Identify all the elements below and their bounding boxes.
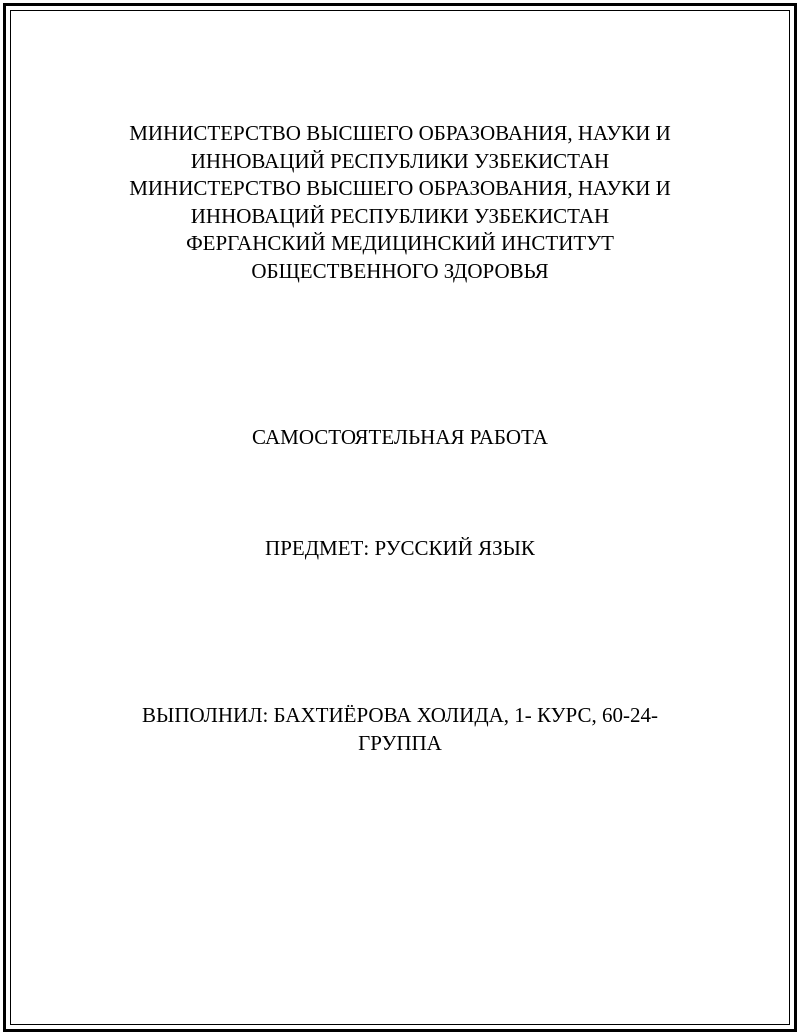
institute-line-2: ОБЩЕСТВЕННОГО ЗДОРОВЬЯ xyxy=(251,259,549,283)
ministry-line-1: МИНИСТЕРСТВО ВЫСШЕГО ОБРАЗОВАНИЯ, НАУКИ И xyxy=(129,121,671,145)
work-type: САМОСТОЯТЕЛЬНАЯ РАБОТА xyxy=(252,425,548,449)
author-line-2: ГРУППА xyxy=(358,731,442,755)
ministry-line-2: ИННОВАЦИЙ РЕСПУБЛИКИ УЗБЕКИСТАН xyxy=(190,149,610,173)
subject: ПРЕДМЕТ: РУССКИЙ ЯЗЫК xyxy=(265,536,535,560)
institute-line-1: ФЕРГАНСКИЙ МЕДИЦИНСКИЙ ИНСТИТУТ xyxy=(186,231,614,255)
author-line-1: ВЫПОЛНИЛ: БАХТИЁРОВА ХОЛИДА, 1- КУРС, 60-24- xyxy=(142,703,658,727)
ministry-line-3: МИНИСТЕРСТВО ВЫСШЕГО ОБРАЗОВАНИЯ, НАУКИ И xyxy=(129,176,671,200)
ministry-line-4: ИННОВАЦИЙ РЕСПУБЛИКИ УЗБЕКИСТАН xyxy=(190,204,610,228)
